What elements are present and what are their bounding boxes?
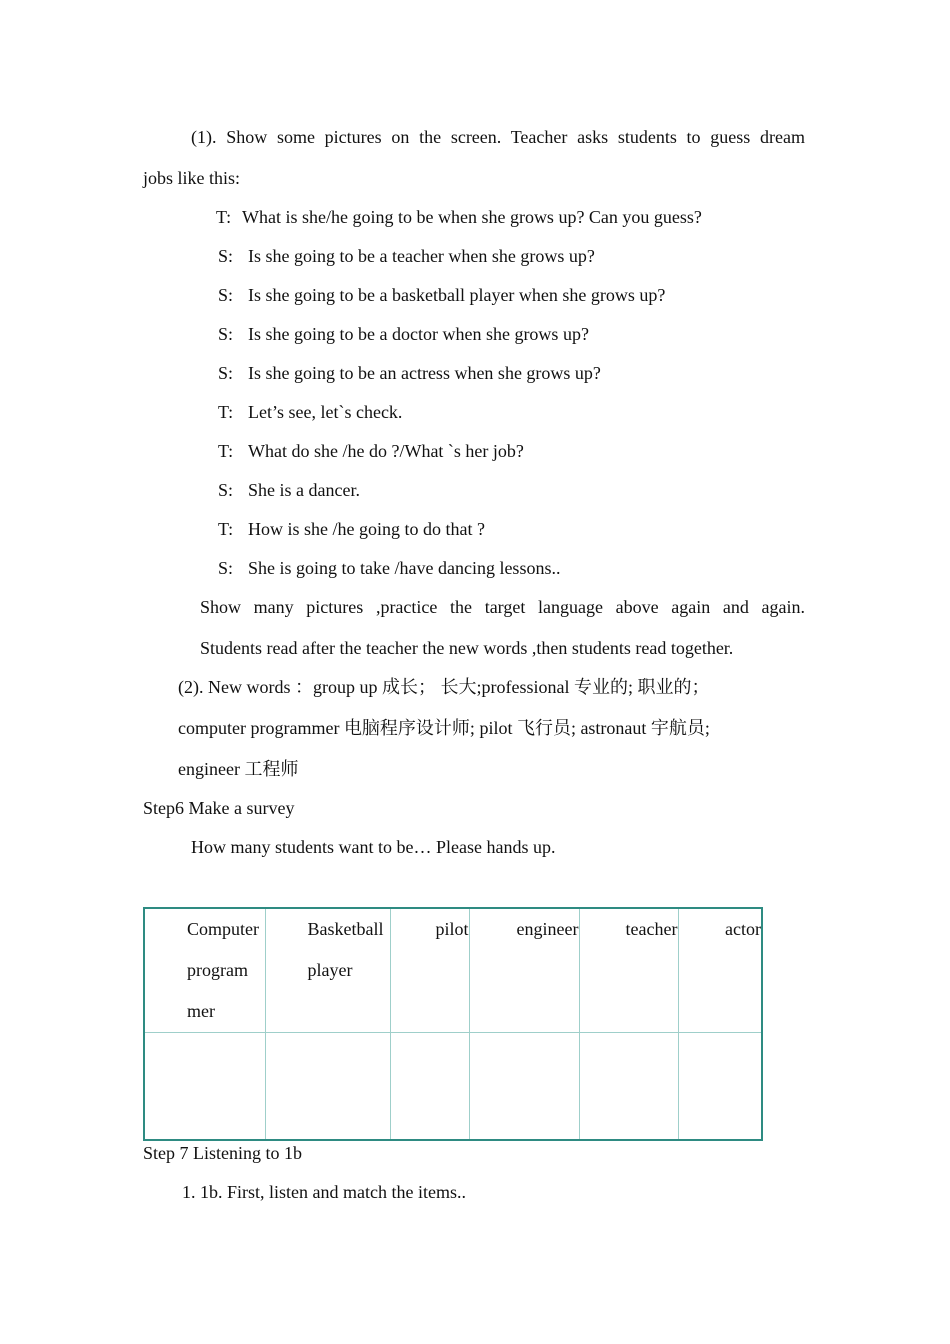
survey-header-row	[144, 908, 762, 1033]
step6-title: Step6 Make a survey	[143, 798, 295, 818]
dialog-text: How is she /he going to do that ?	[248, 519, 485, 539]
header-text-line: Basketball	[307, 919, 384, 939]
survey-cell[interactable]	[144, 1033, 265, 1141]
step6-instruction: How many students want to be… Please hands up.	[191, 837, 556, 857]
header-text-line: teacher	[625, 919, 678, 939]
header-text-line: Computer	[187, 919, 259, 939]
practice-line-1: Show many pictures ,practice the target language above again and again.	[200, 597, 805, 617]
dialog-text: Is she going to be a basketball player when she grows up?	[248, 285, 666, 305]
dialog-speaker: S:	[218, 246, 234, 266]
dialog-line	[218, 322, 589, 346]
dialog-text: What do she /he do ?/What `s her job?	[248, 441, 524, 461]
dialog-speaker: T:	[218, 519, 234, 539]
practice-line-2: Students read after the teacher the new words ,then students read together.	[200, 638, 734, 658]
dialog-speaker: S:	[218, 480, 234, 500]
dialog-line	[218, 361, 601, 385]
survey-answer-row	[144, 1033, 762, 1141]
dialog-line	[218, 556, 560, 580]
intro-line-1: (1). Show some pictures on the screen. Teacher asks students to guess dream	[191, 127, 805, 147]
survey-header-pilot	[390, 908, 469, 1033]
header-text-line: pilot	[435, 919, 469, 939]
dialog-text: Is she going to be an actress when she grows up?	[248, 363, 601, 383]
dialog-speaker: S:	[218, 324, 234, 344]
dialog-line	[218, 283, 665, 307]
dialog-speaker: T:	[216, 207, 232, 227]
dialog-speaker: S:	[218, 558, 234, 578]
header-text-line: player	[307, 960, 353, 980]
survey-cell[interactable]	[469, 1033, 579, 1141]
survey-header-engineer	[469, 908, 579, 1033]
dialog-line	[218, 400, 402, 424]
dialog-speaker: T:	[218, 402, 234, 422]
intro-line-2: jobs like this:	[143, 168, 241, 188]
dialog-line	[218, 244, 595, 268]
survey-cell[interactable]	[390, 1033, 469, 1141]
dialog-speaker: T:	[218, 441, 234, 461]
survey-cell[interactable]	[678, 1033, 762, 1141]
new-words-line-1: (2). New words ：group up 成长； 长大;professional 专业的; 职业的；	[178, 677, 710, 697]
dialog-text: What is she/he going to be when she grows up? Can you guess?	[242, 207, 702, 227]
new-words-line-2: computer programmer 电脑程序设计师; pilot 飞行员; astronaut 宇航员;	[178, 718, 710, 738]
dialog-line	[218, 439, 524, 463]
header-text-line: program	[187, 960, 248, 980]
dialog-text: She is a dancer.	[248, 480, 360, 500]
survey-header-teacher	[579, 908, 678, 1033]
dialog-line	[218, 517, 485, 541]
dialog-text: She is going to take /have dancing lessons..	[248, 558, 561, 578]
dialog-speaker: S:	[218, 285, 234, 305]
dialog-text: Is she going to be a teacher when she grows up?	[248, 246, 595, 266]
survey-header-computer-programmer	[144, 908, 265, 1033]
survey-table	[143, 907, 763, 1141]
survey-header-actor	[678, 908, 762, 1033]
survey-header-basketball-player	[265, 908, 390, 1033]
header-text-line: mer	[187, 1001, 215, 1021]
survey-cell[interactable]	[579, 1033, 678, 1141]
dialog-text: Let’s see, let`s check.	[248, 402, 403, 422]
dialog-line	[216, 205, 702, 229]
dialog-line	[218, 478, 360, 502]
dialog-speaker: S:	[218, 363, 234, 383]
survey-cell[interactable]	[265, 1033, 390, 1141]
header-text-line: engineer	[516, 919, 579, 939]
dialog-text: Is she going to be a doctor when she grows up?	[248, 324, 589, 344]
step7-item: 1. 1b. First, listen and match the items..	[182, 1182, 466, 1202]
header-text-line: actor	[725, 919, 761, 939]
new-words-line-3: engineer 工程师	[178, 759, 299, 779]
step7-title: Step 7 Listening to 1b	[143, 1143, 302, 1163]
